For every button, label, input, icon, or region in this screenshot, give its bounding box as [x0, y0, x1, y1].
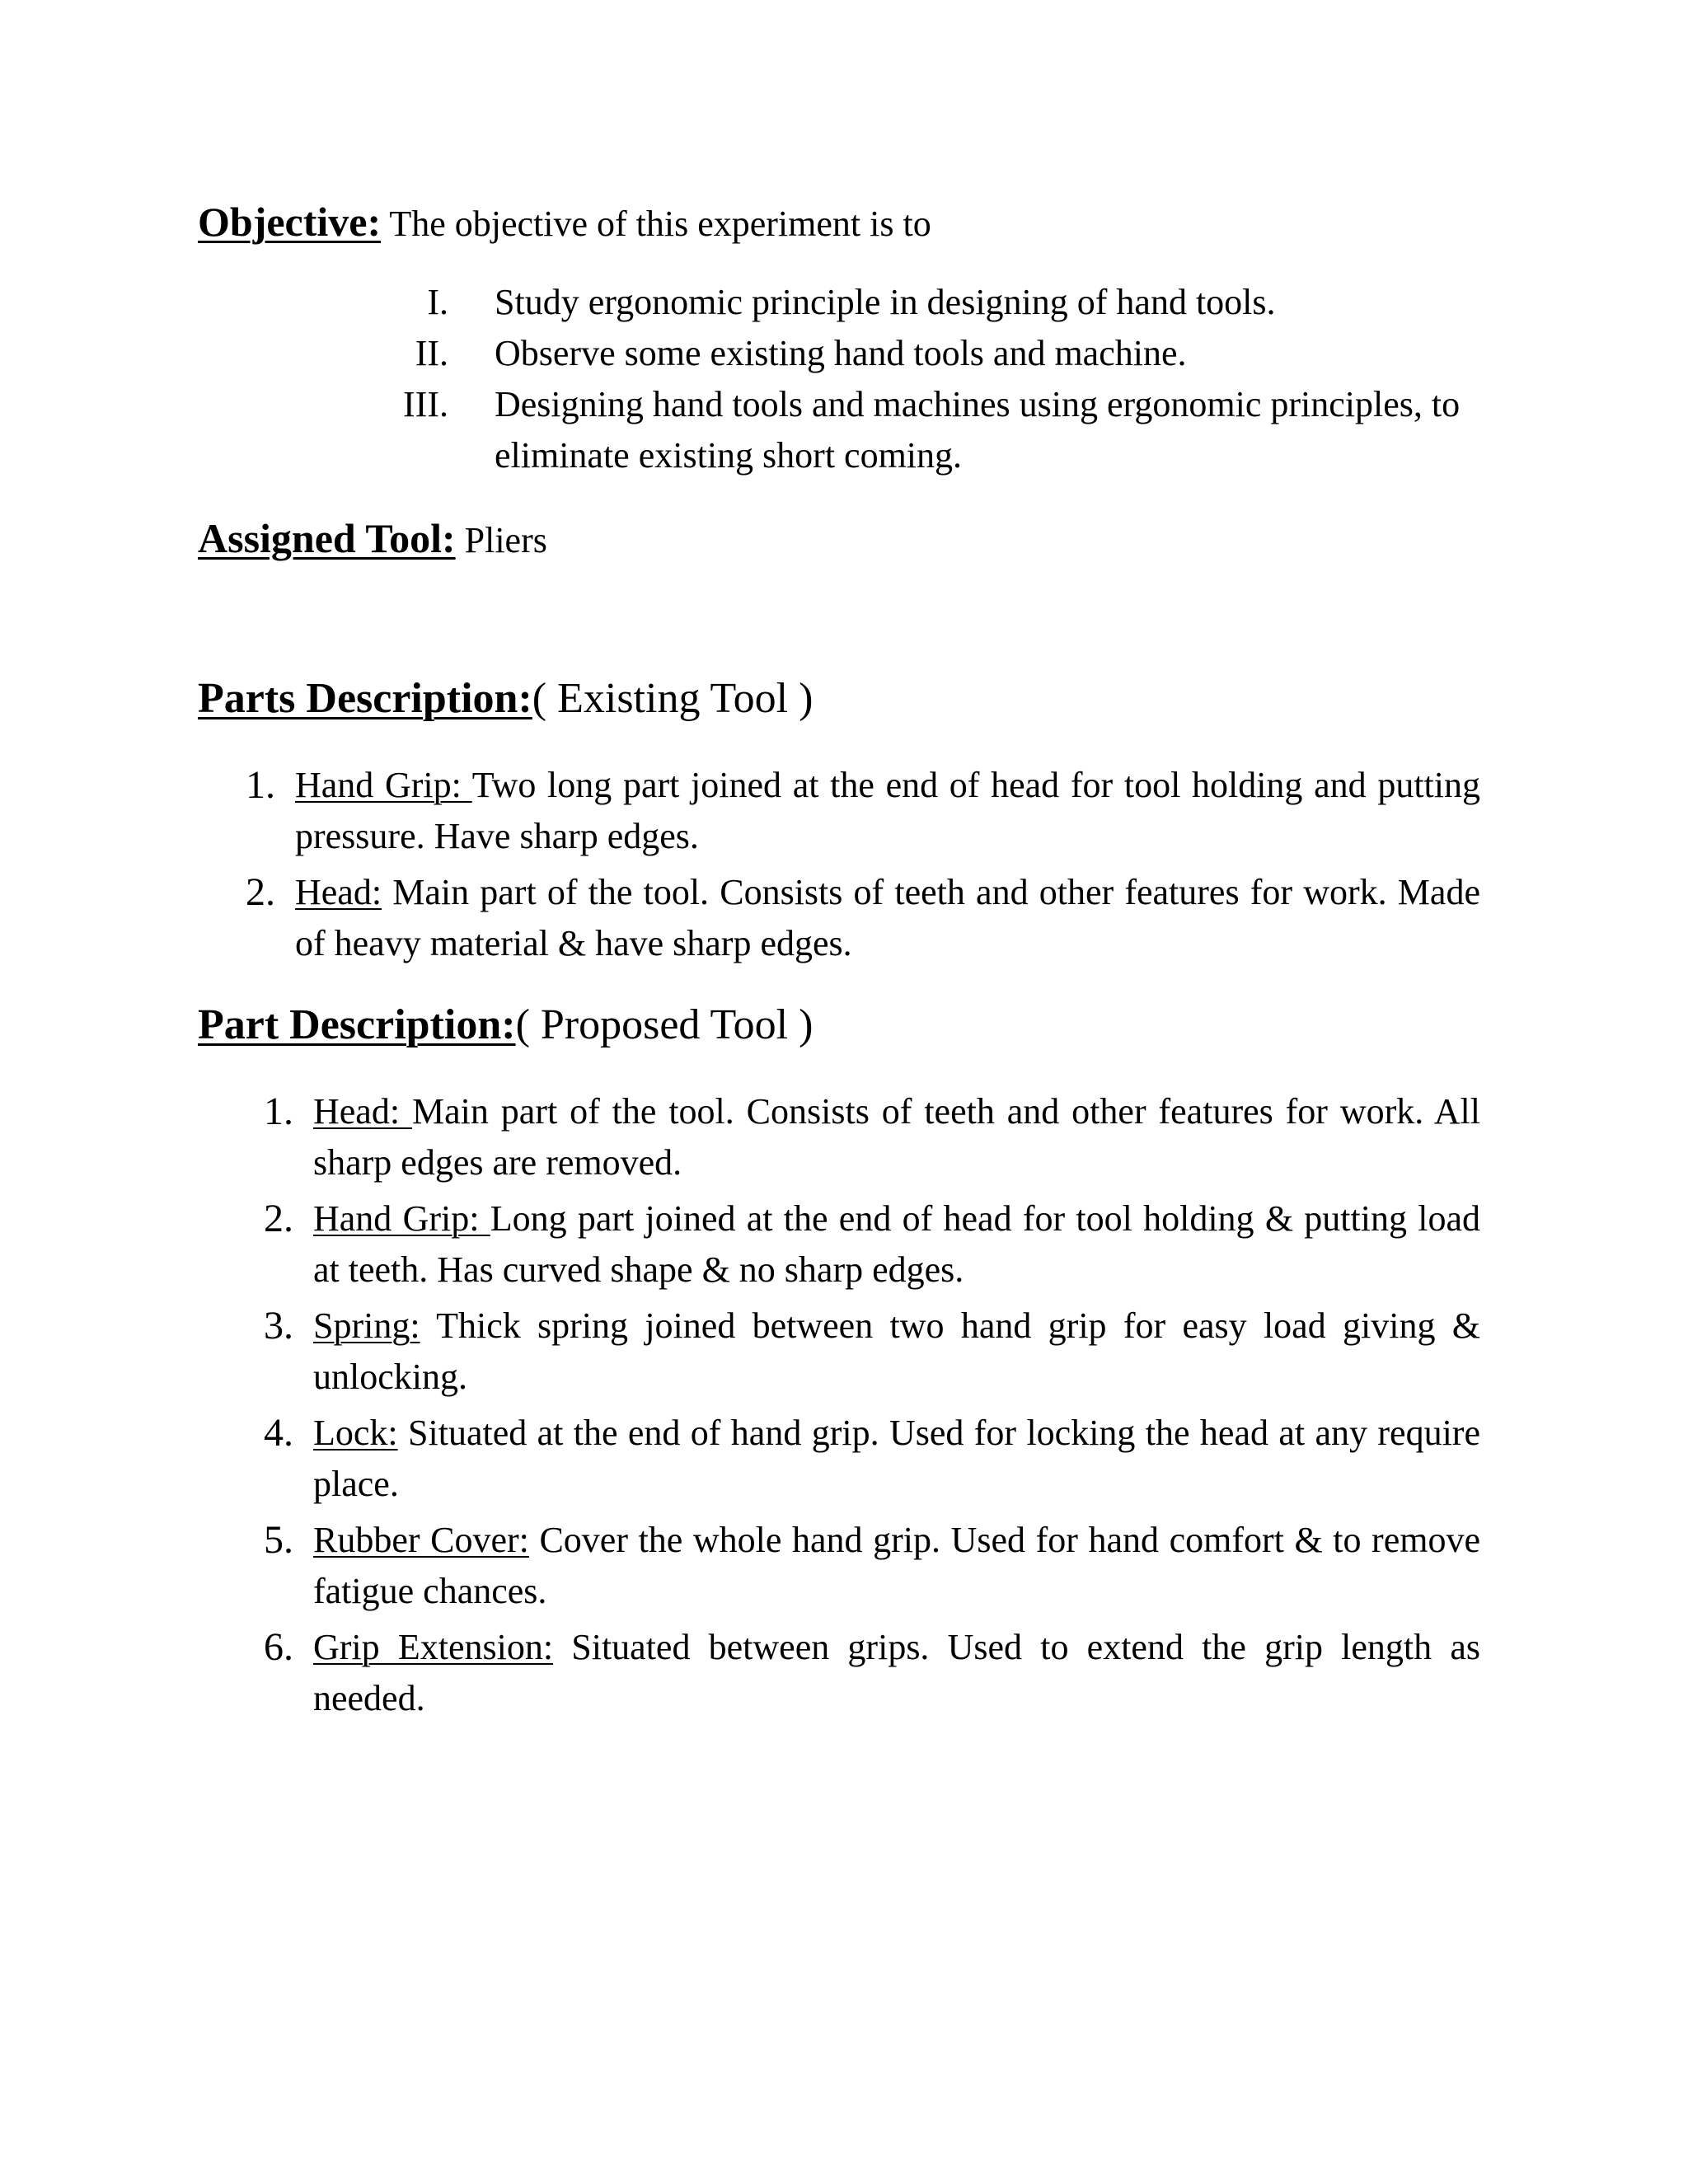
existing-subtitle: ( Existing Tool ) — [532, 675, 814, 722]
objective-line — [198, 199, 931, 245]
assigned-tool-line — [198, 515, 547, 561]
list-item — [264, 1086, 1481, 1188]
part-term: Grip Extension: — [313, 1627, 554, 1667]
list-item — [363, 277, 1484, 328]
list-number: 2. — [246, 870, 275, 914]
list-number: 1. — [264, 1090, 293, 1133]
list-item — [363, 379, 1484, 481]
proposed-heading: Part Description: — [198, 1001, 516, 1048]
list-item — [264, 1301, 1480, 1403]
list-item — [264, 1193, 1480, 1296]
part-description: Main part of the tool. Consists of teeth and other features for work. Made of heavy material & have sharp edges. — [295, 872, 1480, 963]
existing-heading: Parts Description: — [198, 675, 532, 722]
list-number: II. — [415, 333, 448, 373]
proposed-heading-line — [198, 1001, 814, 1048]
part-term: Head: — [295, 872, 382, 912]
part-description: Long part joined at the end of head for tool holding & putting load at teeth. Has curved shape & no sharp edges. — [313, 1198, 1480, 1290]
part-description: Two long part joined at the end of head for tool holding and putting pressure. Have sharp edges. — [295, 765, 1481, 856]
list-number: III. — [403, 384, 448, 424]
list-number: 3. — [264, 1304, 293, 1347]
existing-heading-line — [198, 677, 813, 720]
list-item — [246, 760, 1481, 862]
part-term: Hand Grip: — [313, 1198, 490, 1239]
list-text: Designing hand tools and machines using ergonomic principles, to eliminate existing short coming. — [495, 384, 1461, 476]
part-description: Situated at the end of hand grip. Used for locking the head at any require place. — [313, 1413, 1480, 1504]
existing-list — [246, 760, 1481, 974]
part-term: Spring: — [313, 1305, 420, 1346]
list-text: Observe some existing hand tools and machine. — [495, 333, 1187, 373]
list-number: 4. — [264, 1411, 293, 1455]
proposed-list — [264, 1086, 1481, 1729]
list-number: 1. — [246, 763, 275, 807]
objective-intro: The objective of this experiment is to — [381, 204, 931, 244]
list-number: 2. — [264, 1197, 293, 1240]
objective-list — [363, 277, 1484, 481]
assigned-tool-heading: Assigned Tool: — [198, 515, 456, 561]
part-description: Thick spring joined between two hand grip for easy load giving & unlocking. — [313, 1305, 1480, 1397]
part-description: Situated between grips. Used to extend the grip length as needed. — [313, 1627, 1480, 1718]
list-item — [246, 867, 1480, 969]
list-text: Study ergonomic principle in designing of hand tools. — [495, 282, 1276, 322]
list-item — [264, 1515, 1480, 1617]
list-number: 5. — [264, 1518, 293, 1562]
list-item — [363, 328, 1484, 379]
list-item — [264, 1622, 1480, 1724]
list-number: I. — [427, 282, 448, 322]
part-term: Lock: — [313, 1413, 398, 1453]
proposed-subtitle: ( Proposed Tool ) — [515, 1001, 814, 1048]
assigned-tool-value: Pliers — [455, 520, 547, 560]
part-description: Cover the whole hand grip. Used for hand comfort & to remove fatigue chances. — [313, 1520, 1480, 1611]
part-description: Main part of the tool. Consists of teeth and other features for work. All sharp edges are removed. — [313, 1091, 1481, 1183]
part-term: Rubber Cover: — [313, 1520, 529, 1560]
list-number: 6. — [264, 1625, 293, 1669]
part-term: Hand Grip: — [295, 765, 472, 805]
part-term: Head: — [313, 1091, 412, 1132]
list-item — [264, 1408, 1480, 1510]
objective-heading: Objective: — [198, 199, 382, 245]
